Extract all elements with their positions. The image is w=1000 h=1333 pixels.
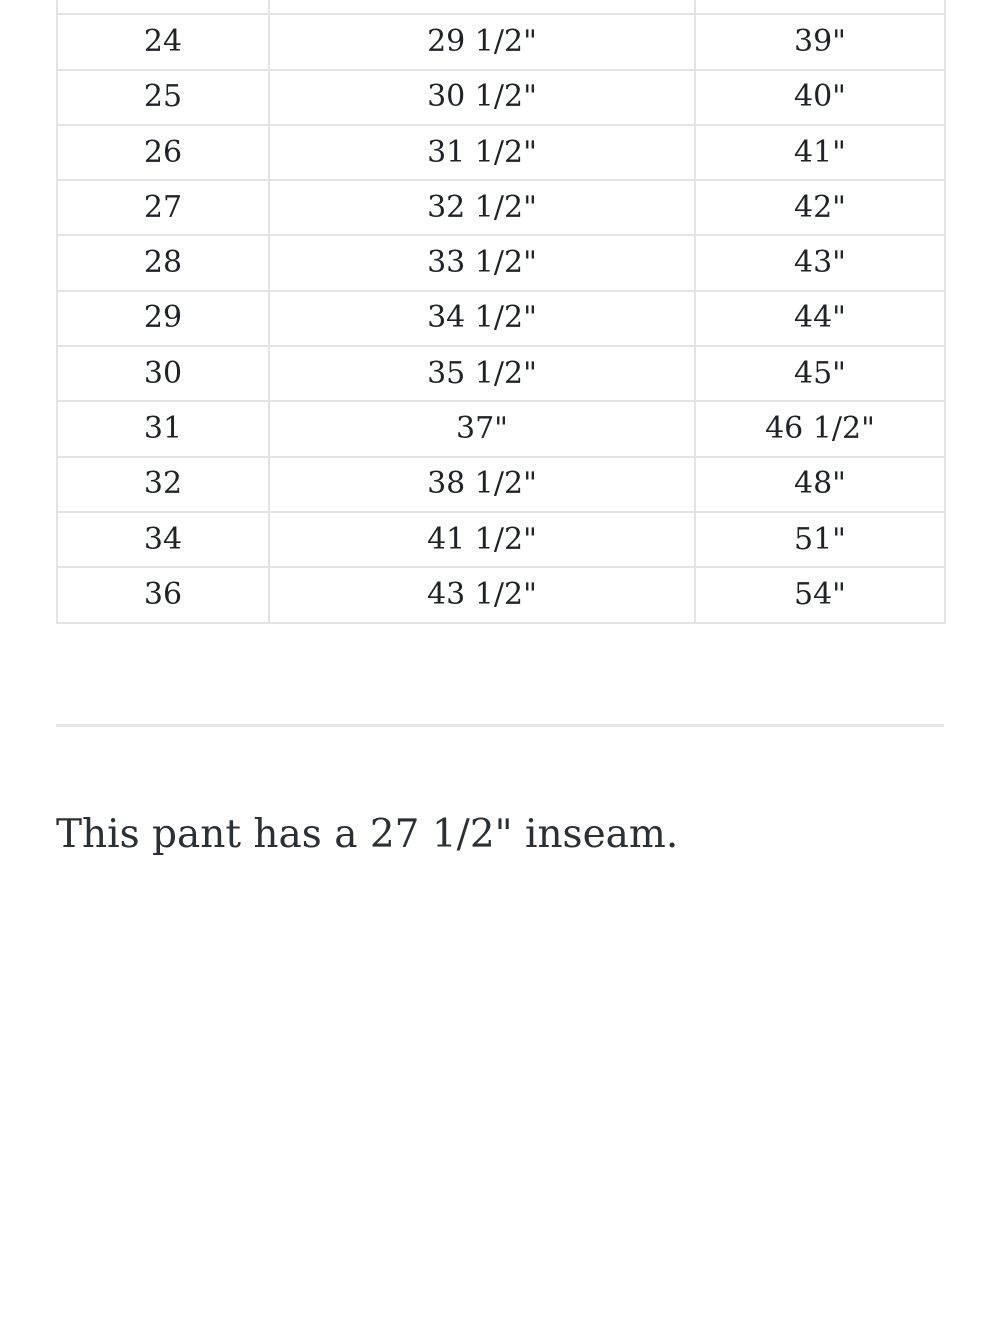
table-cell-size: 26 xyxy=(57,125,269,180)
table-cell-size: 27 xyxy=(57,180,269,235)
inseam-note: This pant has a 27 1/2" inseam. xyxy=(56,812,679,857)
table-row xyxy=(57,235,945,290)
table-cell-hip: 43" xyxy=(695,235,945,290)
table-cell-size: 31 xyxy=(57,401,269,456)
table-cell-waist: 35 1/2" xyxy=(269,346,695,401)
table-cell-size: 30 xyxy=(57,346,269,401)
table-row xyxy=(57,0,945,14)
table-row xyxy=(57,346,945,401)
table-row xyxy=(57,512,945,567)
table-row xyxy=(57,14,945,69)
table-cell-waist: 31 1/2" xyxy=(269,125,695,180)
table-cell-waist: 33 1/2" xyxy=(269,235,695,290)
table-cell-hip: 40" xyxy=(695,70,945,125)
table-cell-size xyxy=(57,0,269,14)
table-cell-hip: 44" xyxy=(695,291,945,346)
table-cell-size: 24 xyxy=(57,14,269,69)
table-cell-hip: 45" xyxy=(695,346,945,401)
table-cell-waist: 32 1/2" xyxy=(269,180,695,235)
table-cell-waist: 29 1/2" xyxy=(269,14,695,69)
table-cell-size: 36 xyxy=(57,567,269,622)
table-cell-waist: 38 1/2" xyxy=(269,457,695,512)
table-row xyxy=(57,125,945,180)
section-divider xyxy=(56,724,944,727)
table-cell-hip: 54" xyxy=(695,567,945,622)
table-cell-waist: 37" xyxy=(269,401,695,456)
table-cell-size: 25 xyxy=(57,70,269,125)
table-row xyxy=(57,401,945,456)
table-cell-hip: 48" xyxy=(695,457,945,512)
size-chart-table-wrapper xyxy=(56,0,944,624)
table-cell-size: 28 xyxy=(57,235,269,290)
table-cell-hip xyxy=(695,0,945,14)
table-cell-hip: 46 1/2" xyxy=(695,401,945,456)
table-cell-waist: 41 1/2" xyxy=(269,512,695,567)
table-row xyxy=(57,567,945,622)
table-row xyxy=(57,180,945,235)
table-cell-size: 34 xyxy=(57,512,269,567)
table-cell-hip: 41" xyxy=(695,125,945,180)
table-cell-waist: 34 1/2" xyxy=(269,291,695,346)
table-cell-waist: 43 1/2" xyxy=(269,567,695,622)
table-cell-waist: 30 1/2" xyxy=(269,70,695,125)
table-cell-hip: 42" xyxy=(695,180,945,235)
table-row xyxy=(57,457,945,512)
table-row xyxy=(57,291,945,346)
table-row xyxy=(57,70,945,125)
size-chart-table xyxy=(56,0,946,624)
table-cell-size: 32 xyxy=(57,457,269,512)
table-cell-hip: 39" xyxy=(695,14,945,69)
table-cell-hip: 51" xyxy=(695,512,945,567)
table-cell-waist xyxy=(269,0,695,14)
table-cell-size: 29 xyxy=(57,291,269,346)
